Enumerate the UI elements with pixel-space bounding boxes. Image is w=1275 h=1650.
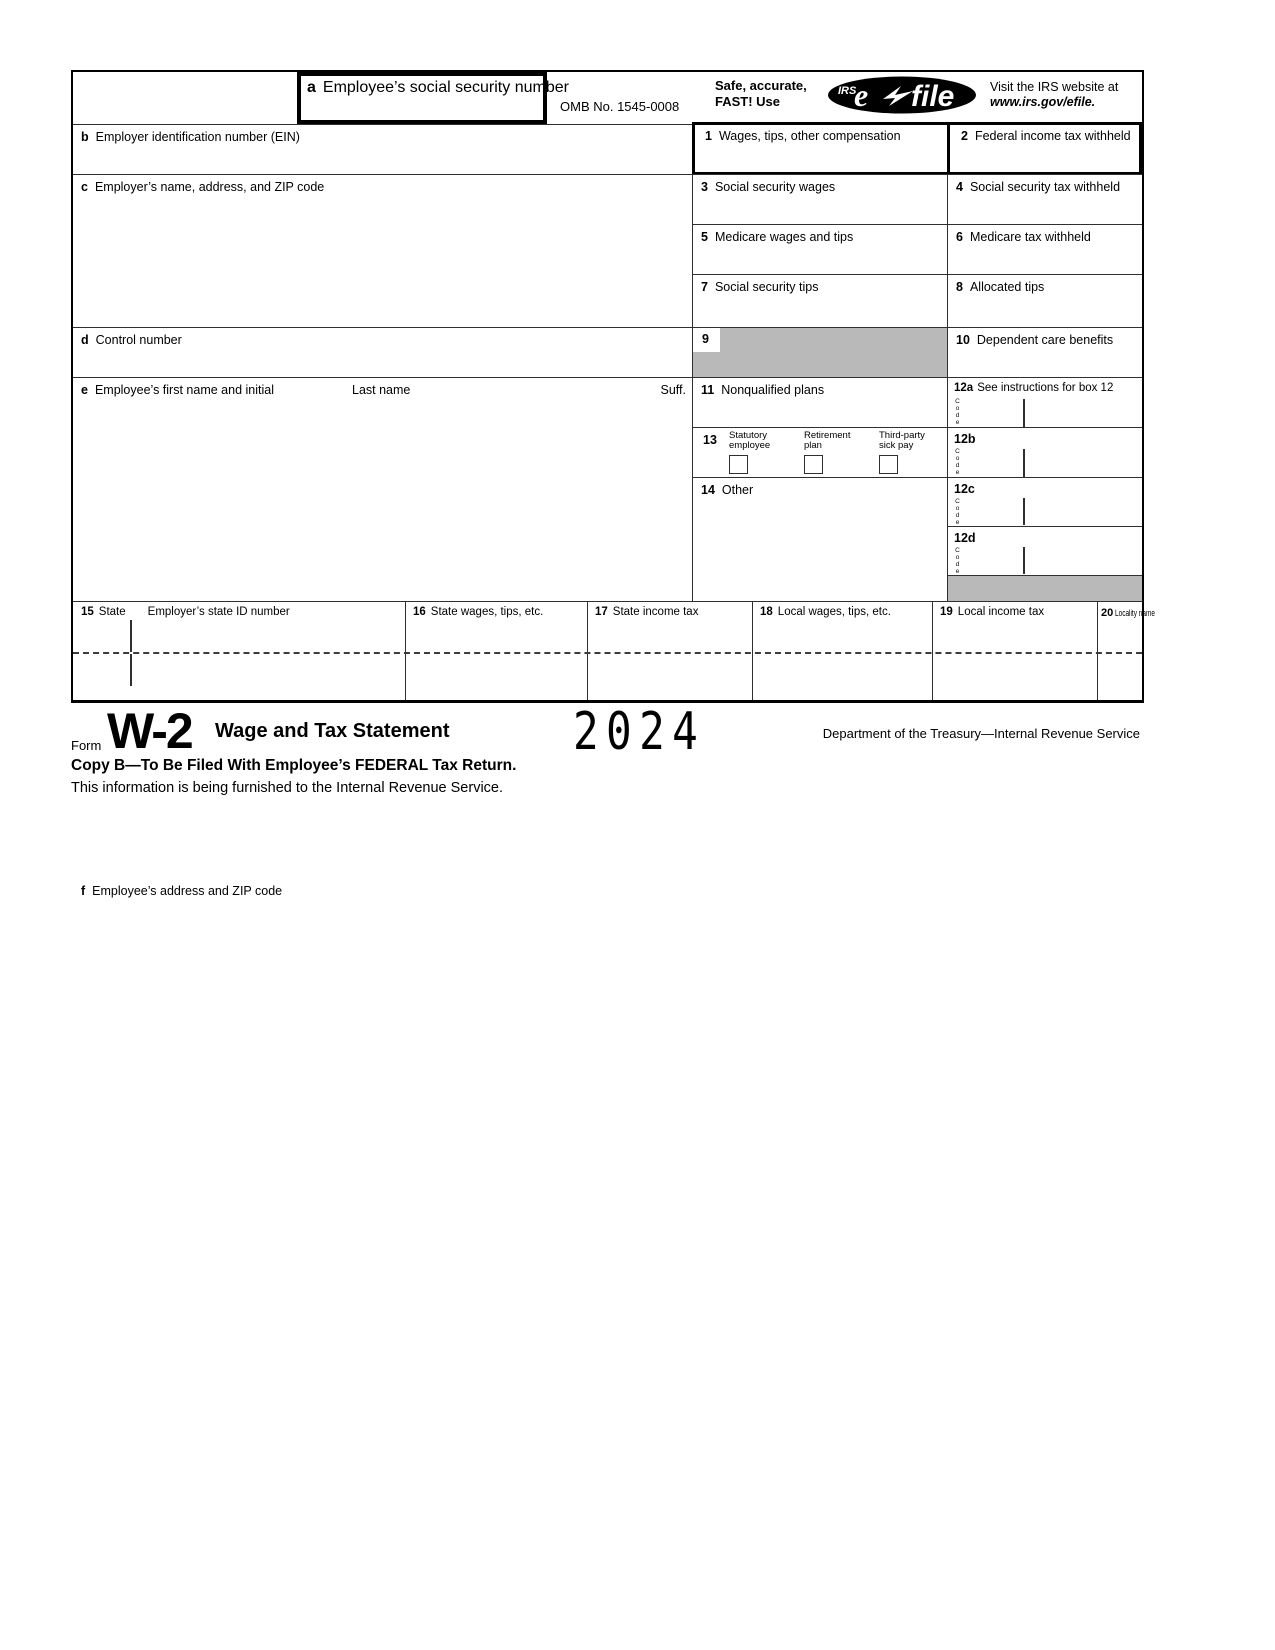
- field-d-label-text: Control number: [95, 333, 182, 347]
- box-7: [692, 274, 947, 327]
- box-7-label: [701, 280, 818, 294]
- box-12a-number: 12a: [954, 382, 974, 394]
- box-5-label-text: Medicare wages and tips: [714, 230, 854, 244]
- box-1-label: [705, 129, 901, 143]
- box-19: [932, 601, 1097, 700]
- box-14-label: [701, 483, 753, 497]
- box-17-label: [595, 606, 698, 618]
- box-2-label-text: Federal income tax withheld: [974, 129, 1131, 143]
- omb-number: OMB No. 1545-0008: [560, 99, 680, 114]
- shaded-strip: [947, 575, 1142, 601]
- box-12b-number: 12b: [954, 432, 976, 446]
- field-f-label-text: Employee’s address and ZIP code: [92, 884, 283, 898]
- efile-logo-irs-text: IRS: [838, 85, 857, 97]
- third-party-sick-pay-label-1: Third-party: [879, 430, 925, 441]
- field-e-label: [81, 383, 274, 397]
- box-17-number: 17: [595, 606, 608, 618]
- box-15-state-label: State: [98, 606, 126, 618]
- box-4-label: [956, 180, 1120, 194]
- box-15-state: [73, 601, 405, 700]
- box-a-label: [307, 79, 569, 97]
- third-party-sick-pay-group: [879, 431, 951, 474]
- statutory-employee-checkbox[interactable]: [729, 455, 748, 474]
- box-10-number: 10: [956, 333, 970, 347]
- box-10-label-text: Dependent care benefits: [976, 333, 1114, 347]
- field-e-last-name-label: Last name: [352, 383, 411, 397]
- box-14-number: 14: [701, 483, 715, 497]
- box-3-label: [701, 180, 835, 194]
- box-18: [752, 601, 932, 700]
- efile-logo-file-text: file: [911, 80, 955, 113]
- field-f-label: [81, 884, 282, 898]
- third-party-sick-pay-label-2: sick pay: [879, 440, 914, 451]
- field-b-letter: b: [81, 130, 89, 144]
- box-12a-code-divider: [1023, 399, 1025, 427]
- field-e-suffix-label: Suff.: [660, 383, 686, 397]
- box-4: [947, 174, 1142, 224]
- field-c-employer: [73, 174, 692, 327]
- box-12c-code-divider: [1023, 498, 1025, 525]
- box-16-number: 16: [413, 606, 426, 618]
- box-7-label-text: Social security tips: [714, 280, 819, 294]
- field-d-label: [81, 333, 182, 347]
- box-9-shaded: [692, 327, 947, 377]
- form-title: Wage and Tax Statement: [215, 720, 450, 742]
- box-6-label: [956, 230, 1091, 244]
- box-12b: [947, 427, 1142, 477]
- form-word: Form: [71, 738, 102, 753]
- box-19-label-text: Local income tax: [957, 606, 1045, 618]
- box-19-label: [940, 606, 1044, 618]
- box-18-label: [760, 606, 891, 618]
- box-14: [692, 477, 947, 601]
- box-7-number: 7: [701, 280, 708, 294]
- box-a-ssn: [297, 72, 569, 124]
- box-20-label: [1101, 607, 1171, 619]
- box-12a: [947, 377, 1142, 427]
- box-12d-code-label: Code: [954, 547, 961, 575]
- box-11-number: 11: [701, 383, 715, 397]
- visit-irs-note: [990, 80, 1118, 110]
- box-3-number: 3: [701, 180, 708, 194]
- field-d-letter: d: [81, 333, 89, 347]
- field-e-letter: e: [81, 383, 88, 397]
- box-18-number: 18: [760, 606, 773, 618]
- box-a-letter: a: [307, 79, 316, 96]
- retirement-plan-label-1: Retirement: [804, 430, 851, 441]
- box-15-label: [81, 606, 290, 618]
- state-id-divider-tick-bottom: [130, 654, 132, 686]
- box-4-number: 4: [956, 180, 963, 194]
- box-12c-code-label: Code: [954, 498, 961, 526]
- field-c-letter: c: [81, 180, 88, 194]
- box-a-label-text: Employee’s social security number: [322, 79, 569, 96]
- box-12c: [947, 477, 1142, 526]
- box-20-label-text: Locality name: [1115, 608, 1156, 618]
- box-16: [405, 601, 587, 700]
- box-1-2-divider: [947, 125, 950, 172]
- form-number-w2: W-2: [107, 703, 192, 759]
- box-13-number: 13: [703, 433, 717, 447]
- box-15-number: 15: [81, 606, 94, 618]
- state-id-divider-tick-top: [130, 620, 132, 652]
- box-12a-label: [954, 382, 1113, 394]
- box-5-label: [701, 230, 853, 244]
- box-15-employer-id-label: Employer’s state ID number: [147, 606, 290, 618]
- box-11-label-text: Nonqualified plans: [721, 383, 825, 397]
- box-20: [1097, 601, 1156, 700]
- state-row-dashed-divider: [73, 652, 1142, 654]
- box-12d: [947, 526, 1142, 575]
- efile-logo-e-text: e: [854, 77, 869, 113]
- box-8-number: 8: [956, 280, 963, 294]
- copy-b-line: Copy B—To Be Filed With Employee’s FEDERAL Tax Return.: [71, 757, 517, 774]
- box-8-label: [956, 280, 1044, 294]
- efile-tagline-line2: FAST! Use: [715, 94, 781, 109]
- box-17-label-text: State income tax: [612, 606, 699, 618]
- statutory-employee-label-2: employee: [729, 440, 771, 451]
- efile-tagline: [715, 78, 807, 110]
- box-2-number: 2: [961, 129, 968, 143]
- box-6-label-text: Medicare tax withheld: [969, 230, 1091, 244]
- box-6-number: 6: [956, 230, 963, 244]
- furnished-line: This information is being furnished to the Internal Revenue Service.: [71, 780, 504, 796]
- department-line: Department of the Treasury—Internal Revenue Service: [822, 726, 1140, 741]
- box-16-label-text: State wages, tips, etc.: [430, 606, 544, 618]
- box-16-label: [413, 606, 543, 618]
- tax-year: 2024: [573, 702, 706, 762]
- box-18-label-text: Local wages, tips, etc.: [777, 606, 891, 618]
- field-d-control-number: [73, 327, 692, 377]
- box-17: [587, 601, 752, 700]
- box-4-label-text: Social security tax withheld: [969, 180, 1121, 194]
- box-2-label: [961, 129, 1131, 143]
- efile-tagline-line1: Safe, accurate,: [715, 78, 807, 93]
- box-12b-code-label: Code: [954, 448, 961, 476]
- field-b-ein: [73, 124, 692, 174]
- field-b-label: [81, 130, 300, 144]
- box-8-label-text: Allocated tips: [969, 280, 1045, 294]
- box-20-number: 20: [1101, 607, 1114, 619]
- field-e-label-text: Employee’s first name and initial: [94, 383, 274, 397]
- statutory-employee-label-1: Statutory: [729, 430, 768, 441]
- visit-irs-url: www.irs.gov/efile.: [990, 95, 1096, 109]
- third-party-sick-pay-checkbox[interactable]: [879, 455, 898, 474]
- box-5-number: 5: [701, 230, 708, 244]
- field-c-label-text: Employer’s name, address, and ZIP code: [94, 180, 325, 194]
- field-c-label: [81, 180, 324, 194]
- visit-irs-line1: Visit the IRS website at: [990, 80, 1119, 94]
- box-11-label: [701, 383, 824, 397]
- retirement-plan-label-2: plan: [804, 440, 822, 451]
- box-12b-code-divider: [1023, 449, 1025, 477]
- statutory-employee-group: [729, 431, 801, 474]
- box-1-label-text: Wages, tips, other compensation: [718, 129, 901, 143]
- box-13-checkboxes: [692, 427, 947, 477]
- box-12a-label-text: See instructions for box 12: [977, 382, 1114, 394]
- box-12d-code-divider: [1023, 547, 1025, 574]
- box-3-label-text: Social security wages: [714, 180, 836, 194]
- box-6: [947, 224, 1142, 274]
- box-11: [692, 377, 947, 427]
- box-3: [692, 174, 947, 224]
- irs-efile-logo: [827, 75, 977, 115]
- box-9-number: 9: [702, 332, 709, 346]
- retirement-plan-checkbox[interactable]: [804, 455, 823, 474]
- box-19-number: 19: [940, 606, 953, 618]
- field-f-letter: f: [81, 884, 86, 898]
- box-12a-code-label: Code: [954, 398, 961, 426]
- box-14-label-text: Other: [721, 483, 754, 497]
- box-12d-number: 12d: [954, 531, 976, 545]
- box-1-2-group: [692, 122, 1142, 175]
- field-b-label-text: Employer identification number (EIN): [95, 130, 300, 144]
- box-1-number: 1: [705, 129, 712, 143]
- box-8: [947, 274, 1142, 327]
- box-5: [692, 224, 947, 274]
- retirement-plan-group: [804, 431, 876, 474]
- box-10-label: [956, 333, 1113, 347]
- box-12c-number: 12c: [954, 482, 975, 496]
- box-10: [947, 327, 1142, 377]
